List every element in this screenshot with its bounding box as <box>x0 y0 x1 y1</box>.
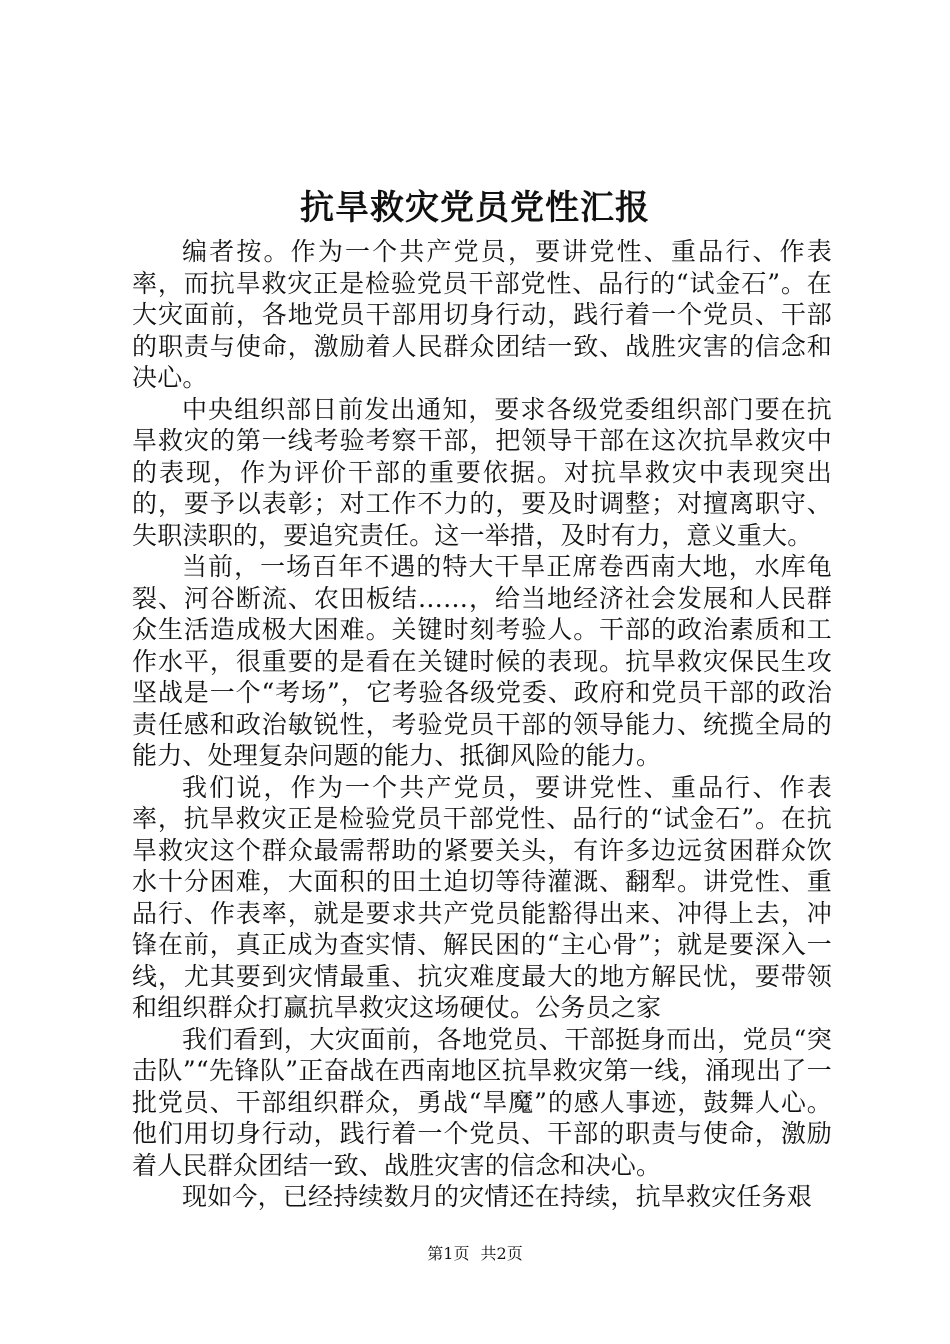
document-title: 抗旱救灾党员党性汇报 <box>300 188 650 228</box>
page-total: 共2页 <box>480 1244 523 1263</box>
paragraph: 我们说，作为一个共产党员，要讲党性、重品行、作表率，抗旱救灾正是检验党员干部党性、品行的“试金石”。在抗旱救灾这个群众最需帮助的紧要关头，有许多边远贫困群众饮水十分困难，大面积的田土迫切等待灌溉、翻犁。讲党性、重品行、作表率，就是要求共产党员能豁得出来、冲得上去，冲锋在前，真正成为查实情、解民困的“主心骨”；就是要深入一线，尤其要到灾情最重、抗灾难度最大的地方解民忧，要带领和组织群众打赢抗旱救灾这场硬仗。公务员之家 <box>132 772 832 1022</box>
paragraph: 我们看到，大灾面前，各地党员、干部挺身而出，党员“突击队”“先锋队”正奋战在西南地区抗旱救灾第一线，涌现出了一批党员、干部组织群众，勇战“旱魔”的感人事迹，鼓舞人心。他们用切身行动，践行着一个党员、干部的职责与使命，激励着人民群众团结一致、战胜灾害的信念和决心。 <box>132 1024 832 1180</box>
paragraph: 现如今，已经持续数月的灾情还在持续，抗旱救灾任务艰 <box>182 1182 813 1211</box>
page-footer <box>0 1244 950 1264</box>
paragraph: 编者按。作为一个共产党员，要讲党性、重品行、作表率，而抗旱救灾正是检验党员干部党性、品行的“试金石”。在大灾面前，各地党员干部用切身行动，践行着一个党员、干部的职责与使命，激励着人民群众团结一致、战胜灾害的信念和决心。 <box>132 237 832 392</box>
document-body <box>132 236 832 1213</box>
paragraph: 中央组织部日前发出通知，要求各级党委组织部门要在抗旱救灾的第一线考验考察干部，把领导干部在这次抗旱救灾中的表现，作为评价干部的重要依据。对抗旱救灾中表现突出的，要予以表彰；对工作不力的，要及时调整；对擅离职守、失职渎职的，要追究责任。这一举措，及时有力，意义重大。 <box>132 394 832 550</box>
paragraph: 当前，一场百年不遇的特大干旱正席卷西南大地，水库龟裂、河谷断流、农田板结……，给当地经济社会发展和人民群众生活造成极大困难。关键时刻考验人。干部的政治素质和工作水平，很重要的是看在关键时候的表现。抗旱救灾保民生攻坚战是一个“考场”，它考验各级党委、政府和党员干部的政治责任感和政治敏锐性，考验党员干部的领导能力、统揽全局的能力、处理复杂问题的能力、抵御风险的能力。 <box>132 552 832 770</box>
page-number: 第1页 <box>427 1244 470 1263</box>
